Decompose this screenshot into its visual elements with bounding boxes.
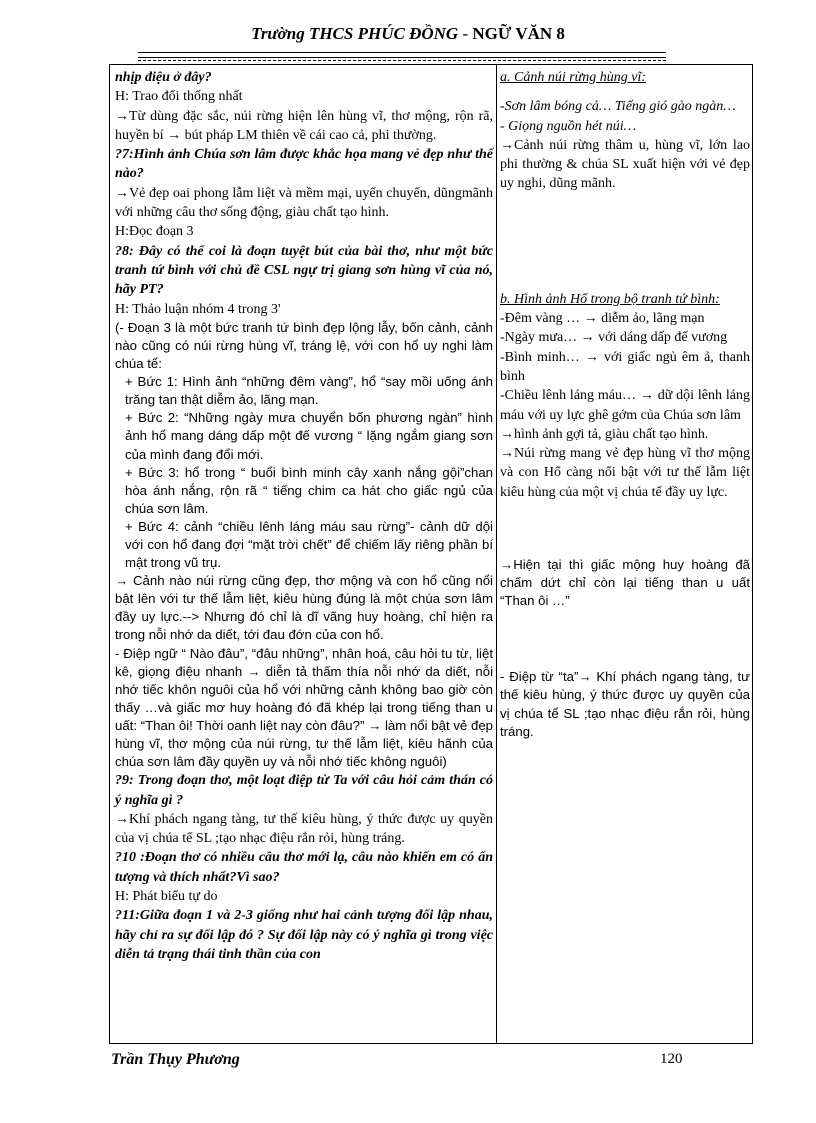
panel-note: -Bình minh… → với giấc ngủ êm ả, thanh bình: [500, 349, 750, 384]
question-8: ?8: Đây có thể coi là đoạn tuyệt bút của bài thơ, như một bức tranh tứ bình với chủ đề CSL ngự trị giang sơn hùng vĩ của nó, hãy PT?: [115, 243, 493, 298]
section-b-heading: b. Hình ảnh Hổ trong bộ tranh tứ bình:: [500, 291, 720, 307]
subject-name: NGỮ VĂN 8: [472, 24, 565, 43]
teacher-activity-column: [115, 68, 493, 964]
page-header: [0, 24, 816, 44]
summary-text: - Điệp từ “ta”→ Khí phách ngang tàng, tư thế kiêu hùng, ý thức được uy quyền của vị chúa tể SL ;tạo nhạc điệu rắn rỏi, hùng tráng.: [500, 669, 750, 739]
summary-text: →Núi rừng mang vẻ đẹp hùng vĩ thơ mộng và con Hổ càng nổi bật với tư thế lẫm liệt kiêu hùng của một vị chúa tể đầy uy lực.: [500, 446, 750, 500]
activity-text: H: Thảo luận nhóm 4 trong 3': [115, 301, 281, 317]
summary-text: →hình ảnh gợi tả, giàu chất tạo hình.: [500, 426, 709, 442]
page-number: 120: [660, 1051, 683, 1067]
question-7: ?7:Hình ảnh Chúa sơn lâm được khắc họa mang vẻ đẹp như thế nào?: [115, 147, 493, 182]
answer-text: →Khí phách ngang tàng, tư thế kiêu hùng, ý thức được uy quyền của vị chúa tể SL ;tạo nhạc điệu rắn rỏi, hùng tráng.: [115, 811, 493, 847]
section-a-heading: a. Cảnh núi rừng hùng vĩ:: [500, 70, 647, 85]
summary-text: →Hiện tại thì giấc mộng huy hoàng đã chấm dứt chỉ còn lại tiếng than u uất “Than ôi …”: [500, 557, 750, 609]
header-rule: [138, 52, 666, 58]
panel-3-text: + Bức 3: hổ trong “ buổi bình minh cây xanh nắng gội”chan hòa ánh nắng, rộn rã “ tiếng chim ca hát cho giấc ngủ của chúa sơn lâm.: [125, 464, 493, 516]
column-divider: [496, 65, 497, 1043]
school-name: Trường THCS PHÚC ĐỒNG: [251, 24, 459, 43]
answer-text: →Vẻ đẹp oai phong lẫm liệt và mềm mại, uyển chuyển, dũngmãnh với những câu thơ sống động, giàu chất tạo hình.: [115, 185, 493, 221]
activity-text: H: Trao đổi thống nhất: [115, 89, 243, 105]
content-column: [500, 68, 750, 741]
panel-note: -Ngày mưa… → với dáng dấp đế vương: [500, 330, 728, 346]
activity-text: H: Phát biểu tự do: [115, 888, 218, 904]
rhetoric-text: - Điệp ngữ “ Nào đâu”, “đâu những”, nhân hoá, câu hỏi tu từ, liệt kê, giọng điệu nhanh → diễn tả thấm thía nỗi nhớ da diết, nỗi nhớ tiếc khôn nguôi của hổ với những cảnh không bao giờ còn thấy …và giấc mơ huy hoàng đó đã khép lại trong tiếng than u uất: “Than ôi! Thời oanh liệt nay còn đâu?” → làm nổi bật vẻ đẹp hùng vĩ, thơ mộng của núi rừng, tư thế lẫm liệt, kiêu hãnh của chúa sơn lâm đầy quyền uy và nỗi nhớ tiếc không nguôi): [115, 645, 493, 770]
panel-1-text: + Bức 1: Hình ảnh “những đêm vàng”, hổ “say mồi uống ánh trăng tan thật diễm ảo, lãng mạn.: [125, 374, 493, 408]
panel-note: -Chiều lênh láng máu… → dữ dội lênh láng máu với uy lực ghê gớm của Chúa sơn lâm: [500, 388, 750, 423]
panel-4-text: + Bức 4: cảnh “chiều lênh láng máu sau rừng”- cảnh dữ dội với con hổ đang đợi “mặt trời chết” để chiếm lấy riêng phần bí mật trong vũ trụ.: [125, 518, 493, 571]
question-10: ?10 :Đoạn thơ có nhiều câu thơ mới lạ, câu nào khiến em có ấn tượng và thích nhất?Vì sao?: [115, 850, 493, 885]
header-dash-rule: [138, 60, 666, 61]
panel-note: -Đêm vàng … → diễm ảo, lãng mạn: [500, 311, 705, 327]
analysis-intro: (- Đoạn 3 là một bức tranh tứ bình đẹp lộng lẫy, bốn cảnh, cảnh nào cũng có núi rừng hùng vĩ, tráng lệ, với con hổ uy nghi làm chúa tể:: [115, 319, 493, 372]
lesson-table: [109, 64, 753, 1044]
author-name: Trần Thụy Phương: [111, 1051, 240, 1068]
poem-quote: -Sơn lâm bóng cả… Tiếng gió gào ngàn…: [500, 99, 736, 115]
activity-text: H:Đọc đoạn 3: [115, 224, 194, 240]
summary-text: →Cảnh núi rừng thâm u, hùng vĩ, lớn lao phi thường & chúa SL xuất hiện với vẻ đẹp uy nghi, dũng mãnh.: [500, 137, 750, 192]
header-separator: -: [458, 24, 473, 43]
poem-quote: - Giọng nguồn hét núi…: [500, 118, 637, 134]
question-text: nhịp điệu ở đây?: [115, 70, 212, 85]
panel-2-text: + Bức 2: “Những ngày mưa chuyển bốn phương ngàn” hình ảnh hổ mang dáng dấp một đế vương “ lặng ngắm giang sơn của mình đang đổi mới.: [125, 410, 493, 462]
question-9: ?9: Trong đoạn thơ, một loạt điệp từ Ta với câu hỏi cảm thán có ý nghĩa gì ?: [115, 773, 493, 808]
answer-text: →Từ dùng đặc sắc, núi rừng hiện lên hùng vĩ, thơ mộng, rộn rã, huyền bí → bút pháp LM thiên về cái cao cả, phi thường.: [115, 108, 493, 143]
conclusion-text: → Cảnh nào núi rừng cũng đẹp, thơ mộng và con hổ cũng nổi bật lên với tư thế lẫm liệt, kiêu hùng đúng là một chúa sơn lâm đầy uy lực.--> Nhưng đó chỉ là dĩ vãng huy hoàng, chỉ hiện ra trong nỗi nhớ da diết, tới đau đớn của con hổ.: [115, 573, 493, 643]
question-11: ?11:Giữa đoạn 1 và 2-3 giống như hai cảnh tượng đối lập nhau, hãy chỉ ra sự đối lập đó ? Sự đối lập này có ý nghĩa gì trong việc diễn tả trạng thái tinh thần của con: [115, 908, 493, 962]
